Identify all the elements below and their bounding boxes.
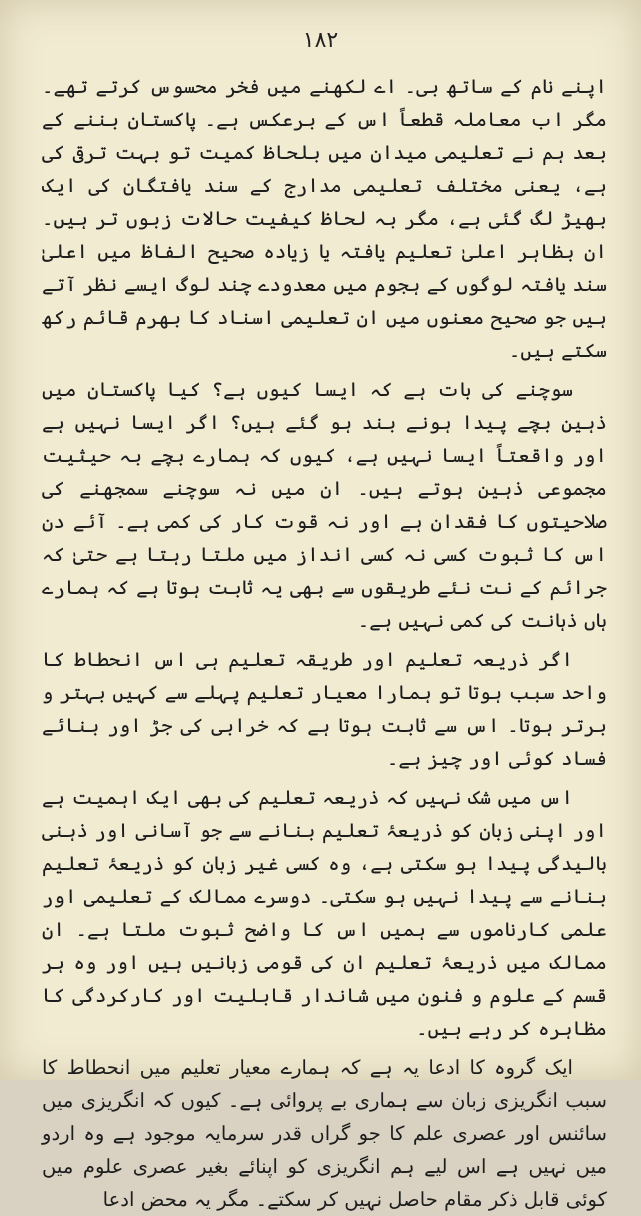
page-number: ۱۸۲	[302, 28, 339, 53]
paragraph: ایک گروہ کا ادعا یہ ہے کہ ہمارے معیار تعلیم میں انحطاط کا سبب انگریزی زبان سے ہماری بے پروائی ہے۔ کیوں کہ انگریزی میں سائنس اور عصری علم کا جو گراں قدر سرمایہ موجود ہے وہ اردو میں نہیں ہے اس لیے ہم انگریزی کو اپنائے بغیر عصری علوم میں کوئی قابل ذکر مقام حاصل نہیں کر سکتے۔ مگر یہ محض ادعا	[42, 1056, 607, 1211]
body-text	[42, 70, 607, 1211]
paragraph: اگر ذریعہ تعلیم اور طریقہ تعلیم ہی اس انحطاط کا واحد سبب ہوتا تو ہمارا معیار تعلیم پہلے سے کہیں بہتر و برتر ہوتا۔ اس سے ثابت ہوتا ہے کہ خرابی کی جڑ اور بنائے فساد کوئی اور چیز ہے۔	[42, 648, 607, 770]
paragraph: اس میں شک نہیں کہ ذریعہ تعلیم کی بھی ایک اہمیت ہے اور اپنی زبان کو ذریعۂ تعلیم بنانے سے جو آسانی اور ذہنی بالیدگی پیدا ہو سکتی ہے، وہ کسی غیر زبان کو ذریعۂ تعلیم بنانے سے پیدا نہیں ہو سکتی۔ دوسرے ممالک کے تعلیمی اور علمی کارناموں سے ہمیں اس کا واضح ثبوت ملتا ہے۔ ان ممالک میں ذریعۂ تعلیم ان کی قومی زبانیں ہیں اور وہ ہر قسم کے علوم و فنون میں شاندار قابلیت اور کارکردگی کا مظاہرہ کر رہے ہیں۔	[42, 786, 607, 1040]
paragraph: سوچنے کی بات ہے کہ ایسا کیوں ہے؟ کیا پاکستان میں ذہین بچے پیدا ہونے بند ہو گئے ہیں؟ اگر ایسا نہیں ہے اور واقعتاً ایسا نہیں ہے، کیوں کہ ہمارے بچے بہ حیثیت مجموعی ذہین ہوتے ہیں۔ ان میں نہ سوچنے سمجھنے کی صلاحیتوں کا فقدان ہے اور نہ قوت کار کی کمی ہے۔ آئے دن اس کا ثبوت کسی نہ کسی انداز میں ملتا رہتا ہے حتیٰ کہ جرائم کے نت نئے طریقوں سے بھی یہ ثابت ہوتا ہے کہ ہمارے ہاں ذہانت کی کمی نہیں ہے۔	[42, 378, 607, 632]
paragraph: اپنے نام کے ساتھ بی۔ اے لکھنے میں فخر محسوس کرتے تھے۔ مگر اب معاملہ قطعاً اس کے برعکس ہے۔ پاکستان بننے کے بعد ہم نے تعلیمی میدان میں بلحاظ کمیت تو بہت ترقی کی ہے، یعنی مختلف تعلیمی مدارج کے سند یافتگان کی ایک بھیڑ لگ گئی ہے، مگر بہ لحاظ کیفیت حالات زبوں تر ہیں۔ ان بظاہر اعلیٰ تعلیم یافتہ یا زیادہ صحیح الفاظ میں اعلیٰ سند یافتہ لوگوں کے ہجوم میں معدودے چند لوگ ایسے نظر آتے ہیں جو صحیح معنوں میں ان تعلیمی اسناد کا بھرم قائم رکھ سکتے ہیں۔	[42, 75, 607, 362]
